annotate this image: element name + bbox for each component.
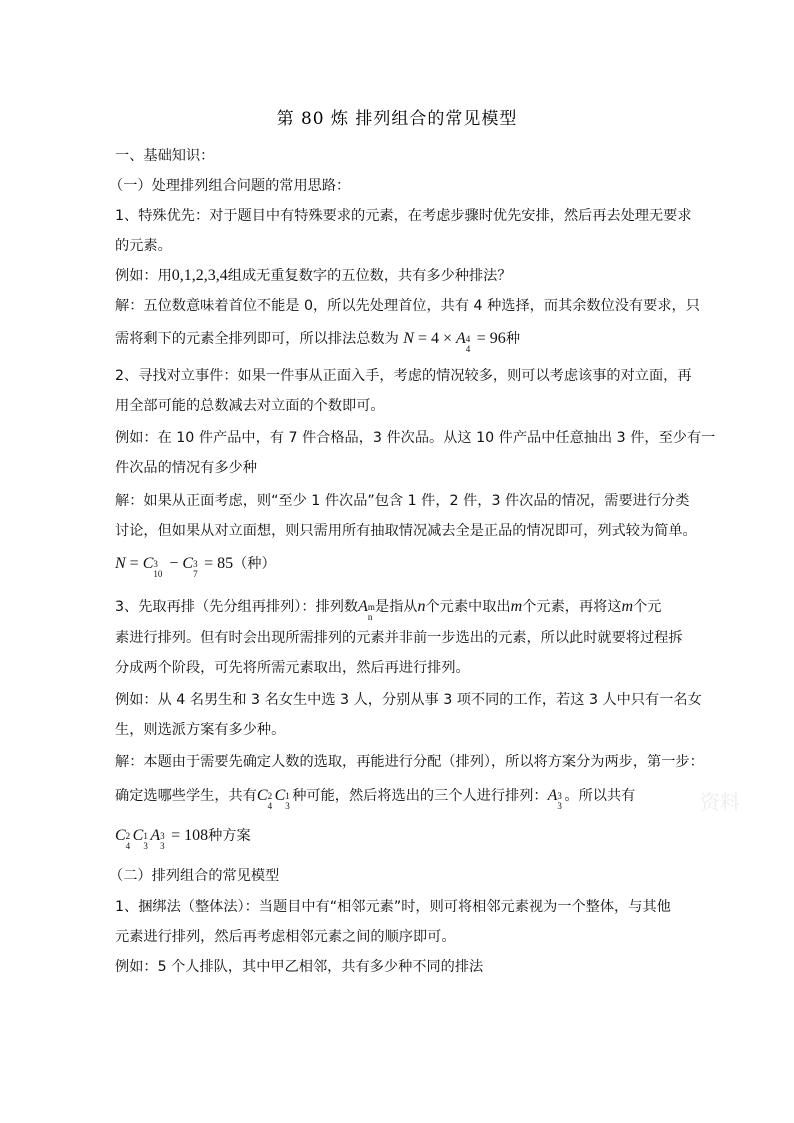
watermark: 资料 bbox=[700, 790, 740, 814]
formula-C-sub: 4 bbox=[125, 841, 131, 851]
formula-A-scripts bbox=[160, 827, 167, 851]
formula-A-scripts bbox=[557, 787, 564, 811]
formula-A-sub: 3 bbox=[557, 801, 562, 811]
formula-C: C bbox=[142, 555, 154, 572]
formula-C-sup: 1 bbox=[285, 791, 290, 801]
formula-result: = 85 bbox=[200, 555, 234, 572]
example-1-prefix: 例如：用 bbox=[115, 268, 172, 284]
paragraph-special-priority-line-1: 1、特殊优先：对于题目中有特殊要求的元素，在考虑步骤时优先安排，然后再去处理无要求 bbox=[115, 208, 692, 224]
formula-unit: （种） bbox=[233, 556, 276, 572]
paragraph-special-priority-line-2: 的元素。 bbox=[115, 238, 172, 254]
solution-3-line-1: 解：本题由于需要先确定人数的选取，再能进行分配（排列），所以将方案分为两步，第一步： bbox=[115, 754, 704, 770]
solution-3-line-2 bbox=[115, 786, 636, 811]
formula-result: = 96 bbox=[472, 330, 506, 347]
formula-C-scripts bbox=[193, 555, 200, 579]
variable-m: m bbox=[510, 598, 523, 615]
formula-C-sub: 3 bbox=[143, 841, 148, 851]
formula-C-sup: 1 bbox=[143, 831, 148, 841]
text-part: 个元 bbox=[633, 599, 662, 615]
text-part: 确定选哪些学生，共有 bbox=[115, 788, 257, 804]
variable-n: n bbox=[417, 598, 426, 615]
formula-A: A bbox=[358, 598, 368, 615]
text-part: 个元素，再将这 bbox=[522, 599, 622, 615]
formula-C-sup: 2 bbox=[267, 791, 273, 801]
document-title: 第 80 炼 排列组合的常见模型 bbox=[276, 109, 518, 129]
paragraph-select-then-arrange-line-3: 分成两个阶段，可先将所需元素取出，然后再进行排列。 bbox=[115, 660, 470, 676]
example-2-line-2: 件次品的情况有多少种 bbox=[115, 460, 257, 476]
formula-C-scripts bbox=[153, 555, 165, 579]
formula-A: A bbox=[150, 827, 161, 844]
formula-C-sub: 10 bbox=[153, 569, 163, 579]
solution-1-unit: 种 bbox=[505, 331, 521, 347]
formula-C: C bbox=[182, 555, 194, 572]
formula-A-sup: m bbox=[367, 602, 375, 612]
formula-C-sub: 4 bbox=[267, 801, 273, 811]
formula-C: C bbox=[115, 827, 126, 844]
subsection-heading-approaches: （一）处理排列组合问题的常用思路： bbox=[109, 178, 351, 194]
example-1 bbox=[115, 266, 512, 286]
text-part: 是指从 bbox=[374, 599, 418, 615]
formula-result: = 108 bbox=[167, 827, 209, 844]
formula-C-sup: 3 bbox=[193, 559, 198, 569]
example-1-suffix: 组成无重复数字的五位数，共有多少种排法？ bbox=[227, 268, 512, 284]
formula-C-sub: 3 bbox=[285, 801, 290, 811]
formula-A-sup: 4 bbox=[465, 334, 471, 344]
formula-eq: = bbox=[125, 555, 143, 572]
formula-part: = 4 × bbox=[413, 330, 456, 347]
formula-minus: − bbox=[165, 555, 183, 572]
formula-C: C bbox=[256, 787, 268, 804]
formula-A-sub: n bbox=[367, 612, 373, 622]
formula-A-scripts bbox=[465, 330, 473, 354]
paragraph-select-then-arrange-line-1 bbox=[115, 597, 662, 622]
subsection-heading-models: （二）排列组合的常见模型 bbox=[109, 868, 280, 884]
paragraph-bundling-line-1: 1、捆绑法（整体法）：当题目中有“相邻元素”时，则可将相邻元素视为一个整体，与其他 bbox=[115, 899, 671, 915]
solution-1-line-2 bbox=[115, 329, 521, 354]
formula-A-sub: 3 bbox=[160, 841, 165, 851]
formula-A-sup: 3 bbox=[160, 831, 165, 841]
example-3-line-2: 生，则选派方案有多少种。 bbox=[115, 722, 286, 738]
formula-C-scripts bbox=[125, 827, 133, 851]
paragraph-select-then-arrange-line-2: 素进行排列。但有时会出现所需排列的元素并非前一步选出的元素，所以此时就要将过程拆 bbox=[115, 630, 683, 646]
solution-2-formula bbox=[115, 554, 276, 579]
variable-m: m bbox=[621, 598, 634, 615]
paragraph-opposite-event-line-2: 用全部可能的总数减去对立面的个数即可。 bbox=[115, 398, 385, 414]
formula-C-sup: 2 bbox=[125, 831, 131, 841]
formula-A-sup: 3 bbox=[557, 791, 562, 801]
example-2-line-1: 例如：在 10 件产品中，有 7 件合格品，3 件次品。从这 10 件产品中任意抽出 3 件，至少有一 bbox=[115, 430, 716, 446]
example-1-digits: 0,1,2,3,4 bbox=[171, 267, 228, 284]
text-part: 种方案 bbox=[208, 828, 251, 844]
formula-C-scripts bbox=[285, 787, 292, 811]
formula-C: C bbox=[132, 827, 144, 844]
formula-C-scripts bbox=[143, 827, 150, 851]
solution-2-line-1: 解：如果从正面考虑，则“至少 1 件次品”包含 1 件，2 件，3 件次品的情况，需要进行分类 bbox=[115, 493, 690, 509]
example-3-line-1: 例如：从 4 名男生和 3 名女生中选 3 人，分别从事 3 项不同的工作，若这 3 人中只有一名女 bbox=[115, 692, 702, 708]
formula-N: N bbox=[403, 330, 414, 347]
formula-C-sup: 3 bbox=[153, 559, 158, 569]
solution-1-line-1: 解：五位数意味着首位不能是 0，所以先处理首位，共有 4 种选择，而其余数位没有要求，只 bbox=[115, 298, 700, 314]
text-part: 种可能，然后将选出的三个人进行排列： bbox=[292, 788, 548, 804]
text-part: 。所以共有 bbox=[564, 788, 636, 804]
formula-A: A bbox=[456, 330, 466, 347]
example-4-line-1: 例如：5 个人排队，其中甲乙相邻，共有多少种不同的排法 bbox=[115, 959, 484, 975]
formula-N: N bbox=[115, 555, 126, 572]
solution-2-line-2: 讨论，但如果从对立面想，则只需用所有抽取情况减去全是正品的情况即可，列式较为简单。 bbox=[115, 523, 697, 539]
formula-A-sub: 4 bbox=[465, 344, 471, 354]
paragraph-opposite-event-line-1: 2、寻找对立事件：如果一件事从正面入手，考虑的情况较多，则可以考虑该事的对立面，再 bbox=[115, 368, 692, 384]
formula-A-scripts bbox=[367, 598, 375, 622]
text-part: 个元素中取出 bbox=[425, 599, 511, 615]
solution-3-line-3 bbox=[115, 826, 251, 851]
paragraph-bundling-line-2: 元素进行排列，然后再考虑相邻元素之间的顺序即可。 bbox=[115, 929, 456, 945]
formula-A: A bbox=[547, 787, 558, 804]
text-part: 3、先取再排（先分组再排列）：排列数 bbox=[115, 599, 359, 615]
solution-1-text: 需将剩下的元素全排列即可，所以排法总数为 bbox=[115, 331, 399, 347]
formula-C: C bbox=[274, 787, 286, 804]
section-heading-basics: 一、基础知识： bbox=[115, 148, 215, 164]
formula-C-sub: 7 bbox=[193, 569, 198, 579]
formula-C-scripts bbox=[267, 787, 275, 811]
